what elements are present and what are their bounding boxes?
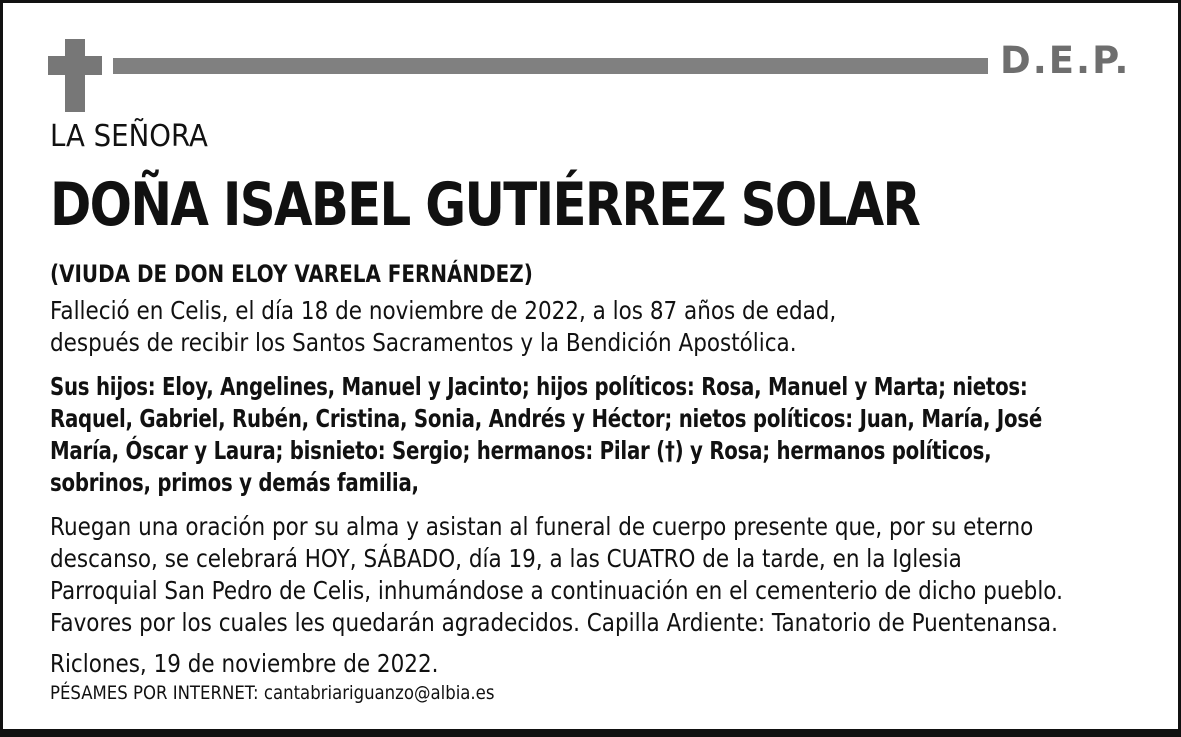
family-line: sobrinos, primos y demás familia,: [50, 468, 419, 497]
deceased-name: DOÑA ISABEL GUTIÉRREZ SOLAR: [50, 170, 920, 240]
funeral-line: descanso, se celebrará HOY, SÁBADO, día 19, a las CUATRO de la tarde, en la Iglesia: [50, 544, 962, 573]
funeral-line: Parroquial San Pedro de Celis, inhumándose a continuación en el cementerio de dicho pueblo.: [50, 576, 1063, 605]
funeral-details: [50, 511, 1063, 639]
dep-label: D.E.P.: [1000, 39, 1131, 82]
place-date: Riclones, 19 de noviembre de 2022.: [50, 649, 439, 678]
condolences-label: PÉSAMES POR INTERNET:: [50, 682, 259, 704]
family-line: María, Óscar y Laura; bisnieto: Sergio; hermanos: Pilar (†) y Rosa; hermanos políticos,: [50, 436, 992, 465]
death-notice: [50, 295, 836, 359]
death-notice-line: Falleció en Celis, el día 18 de noviembre de 2022, a los 87 años de edad,: [50, 296, 837, 325]
title: LA SEÑORA: [50, 119, 208, 154]
family-line: Sus hijos: Eloy, Angelines, Manuel y Jacinto; hijos políticos: Rosa, Manuel y Marta; nietos:: [50, 372, 1028, 401]
death-notice-line: después de recibir los Santos Sacramentos y la Bendición Apostólica.: [50, 328, 797, 357]
condolences-line: [50, 681, 494, 705]
widow-line: (VIUDA DE DON ELOY VARELA FERNÁNDEZ): [50, 260, 533, 288]
funeral-line: Favores por los cuales les quedarán agradecidos. Capilla Ardiente: Tanatorio de Puentenansa.: [50, 608, 1058, 637]
family-line: Raquel, Gabriel, Rubén, Cristina, Sonia, Andrés y Héctor; nietos políticos: Juan, María, José: [50, 404, 1042, 433]
header-rule: [113, 58, 988, 74]
cross-icon: [48, 39, 102, 112]
condolences-email[interactable]: cantabriariguanzo@albia.es: [263, 682, 495, 704]
funeral-line: Ruegan una oración por su alma y asistan al funeral de cuerpo presente que, por su eterno: [50, 512, 1034, 541]
family-list: [50, 371, 1042, 499]
